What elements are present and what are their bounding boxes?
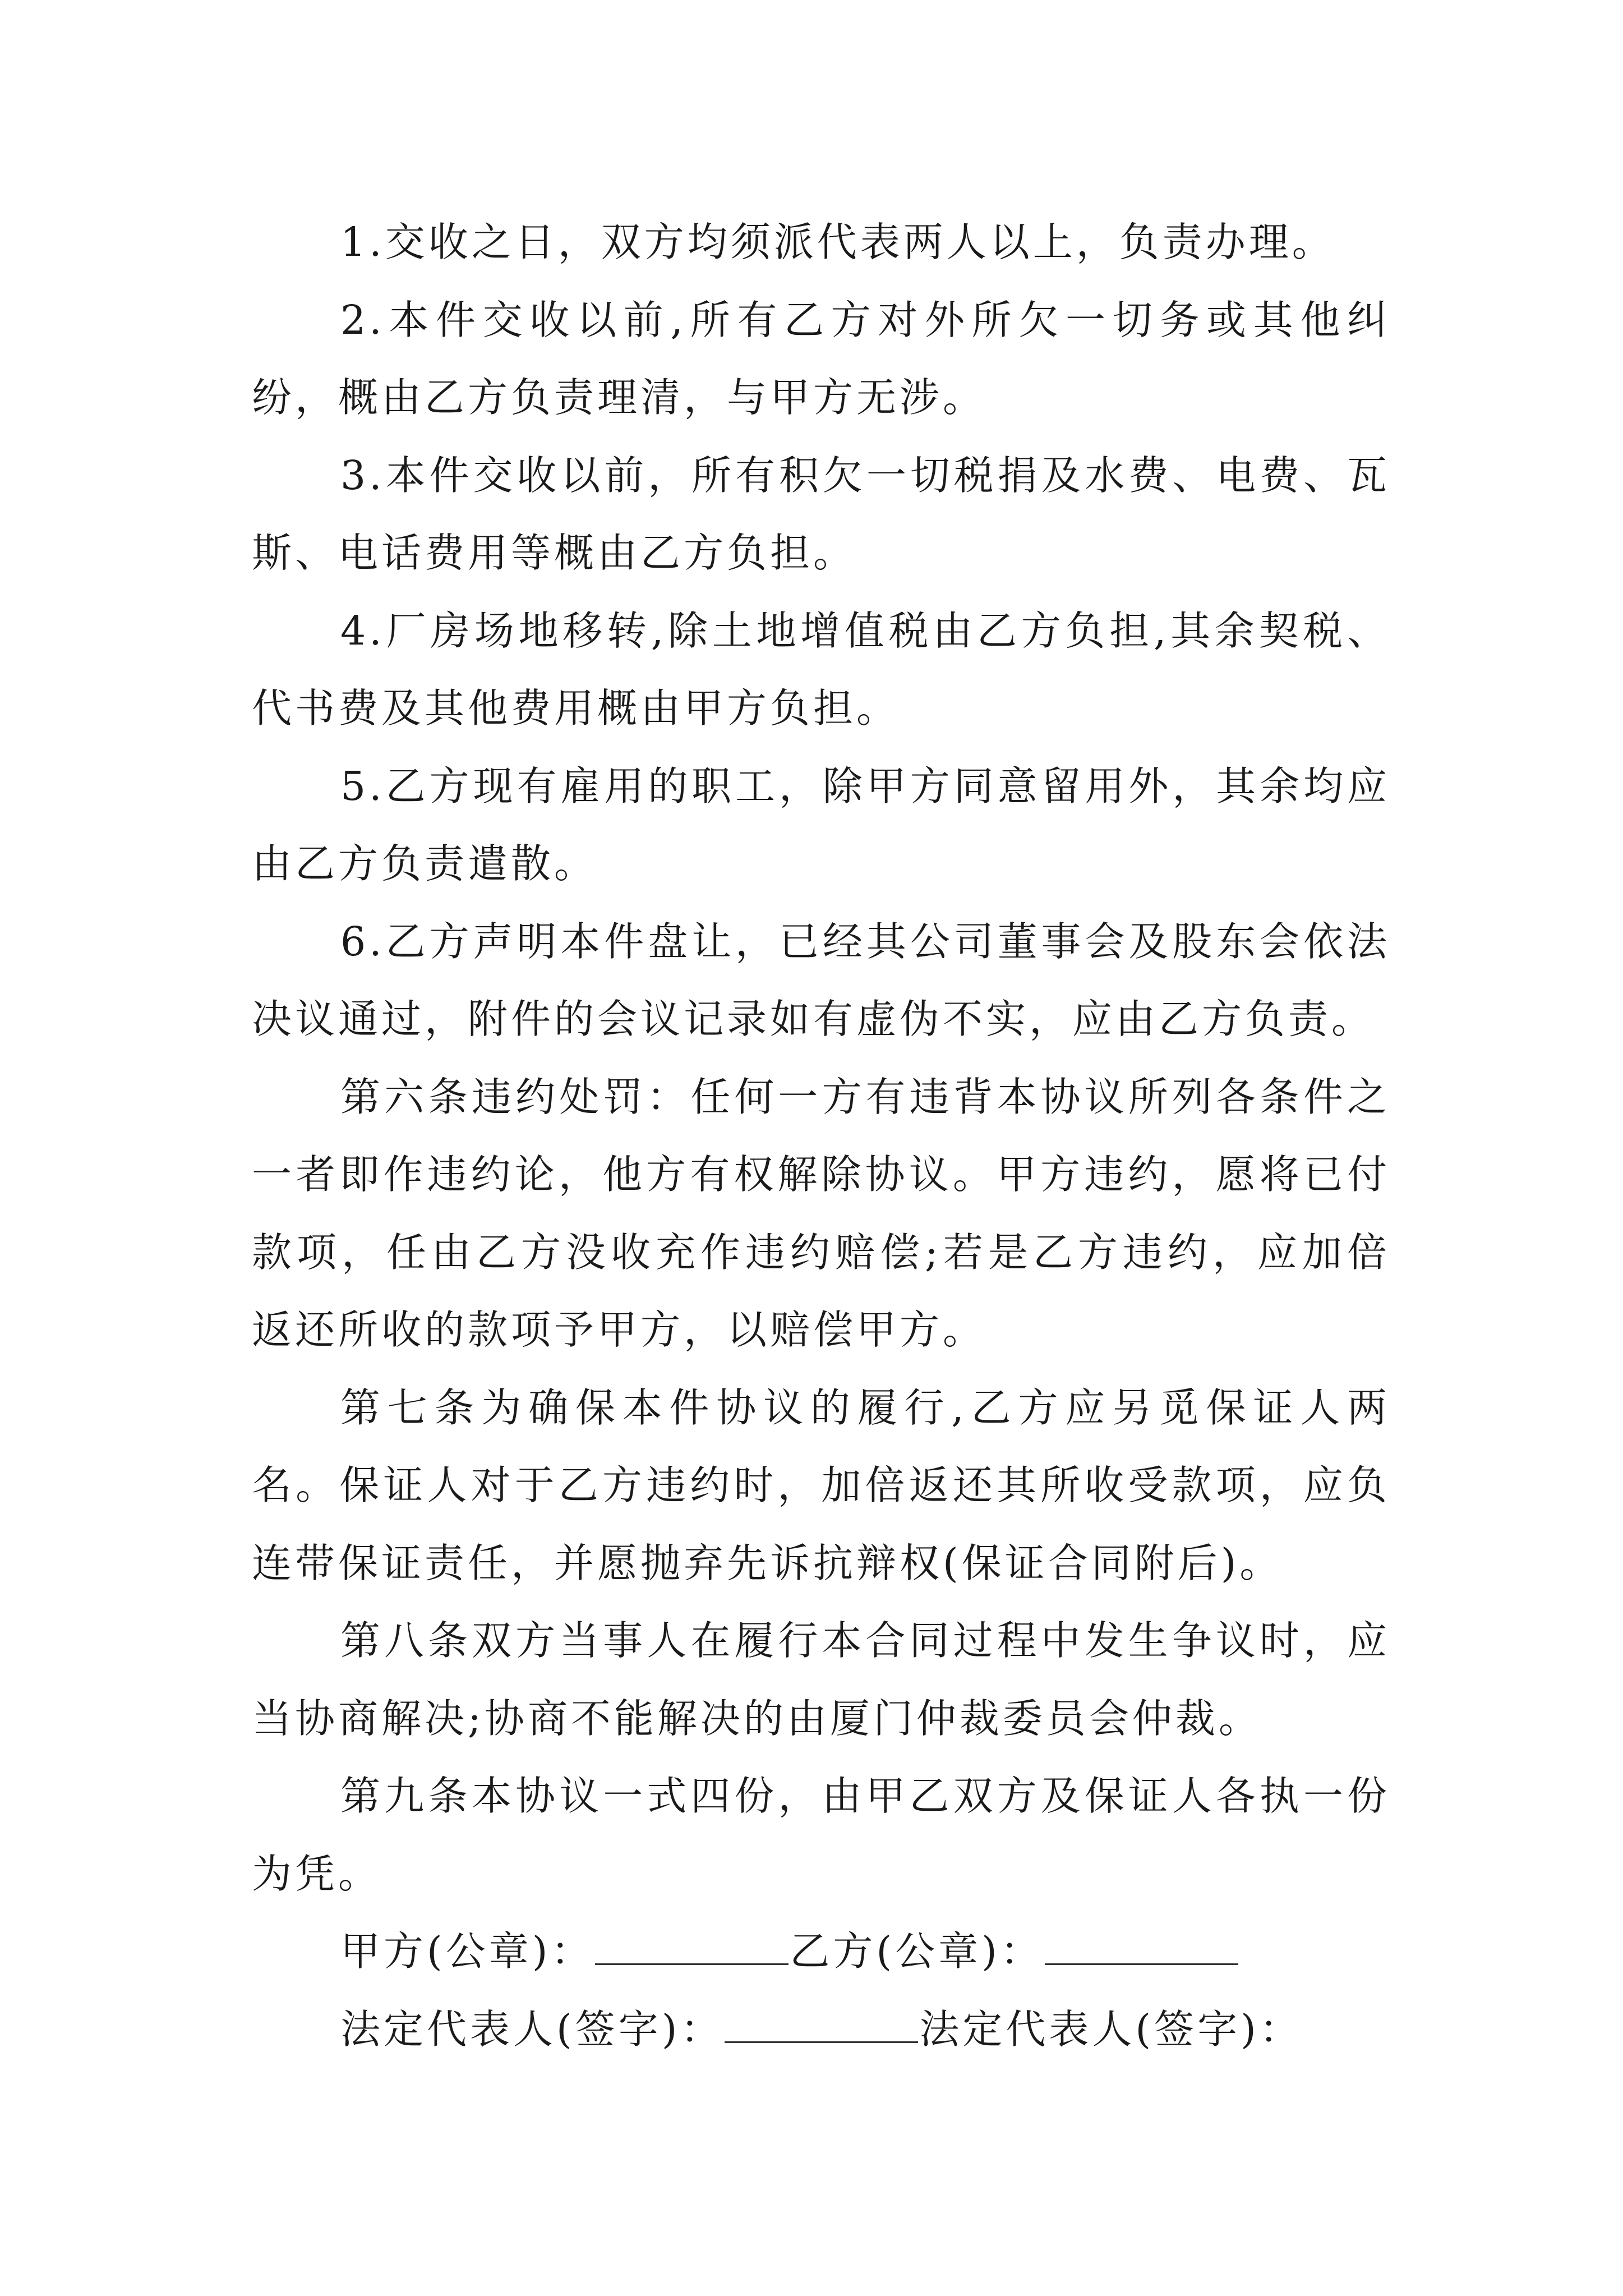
- clause-paragraph: 6.乙方声明本件盘让，已经其公司董事会及股东会依法决议通过，附件的会议记录如有虚伪不实，应由乙方负责。: [252, 918, 1390, 1042]
- article-6-penalty: 第六条违约处罚：任何一方有违背本协议所列各条件之一者即作违约论，他方有权解除协议。甲方违约，愿将已付款项，任由乙方没收充作违约赔偿;若是乙方违约，应加倍返还所收的款项予甲方，以赔偿甲方。: [252, 1073, 1390, 1353]
- party-a-seal-label: 甲方(公章)：: [340, 1928, 594, 1975]
- party-b-seal-blank: [1045, 1930, 1238, 1965]
- party-a-seal-blank: [595, 1930, 789, 1965]
- party-a-rep-label: 法定代表人(签字)：: [340, 2005, 724, 2053]
- clause-paragraph: 4.厂房场地移转,除土地增值税由乙方负担,其余契税、代书费及其他费用概由甲方负担。: [252, 607, 1390, 731]
- party-a-rep-blank: [725, 2008, 918, 2043]
- article-8-dispute: 第八条双方当事人在履行本合同过程中发生争议时，应当协商解决;协商不能解决的由厦门仲裁委员会仲裁。: [252, 1617, 1390, 1742]
- party-b-rep-label: 法定代表人(签字)：: [919, 2005, 1303, 2053]
- representative-signature-row: [252, 1991, 1390, 2069]
- clause-paragraph: 2.本件交收以前,所有乙方对外所欠一切务或其他纠纷，概由乙方负责理清，与甲方无涉。: [252, 296, 1390, 421]
- seal-signature-row: [252, 1913, 1390, 1991]
- party-b-seal-label: 乙方(公章)：: [790, 1928, 1044, 1975]
- clause-paragraph: 1.交收之日，双方均须派代表两人以上，负责办理。: [340, 219, 1335, 265]
- clause-paragraph: 5.乙方现有雇用的职工，除甲方同意留用外，其余均应由乙方负责遣散。: [252, 762, 1390, 887]
- article-9-copies: 第九条本协议一式四份，由甲乙双方及保证人各执一份为凭。: [252, 1773, 1390, 1897]
- clause-paragraph: 3.本件交收以前，所有积欠一切税捐及水费、电费、瓦斯、电话费用等概由乙方负担。: [252, 452, 1390, 576]
- contract-body: [252, 204, 1390, 2068]
- article-7-guarantor: 第七条为确保本件协议的履行,乙方应另觅保证人两名。保证人对于乙方违约时，加倍返还其所收受款项，应负连带保证责任，并愿抛弃先诉抗辩权(保证合同附后)。: [252, 1384, 1390, 1586]
